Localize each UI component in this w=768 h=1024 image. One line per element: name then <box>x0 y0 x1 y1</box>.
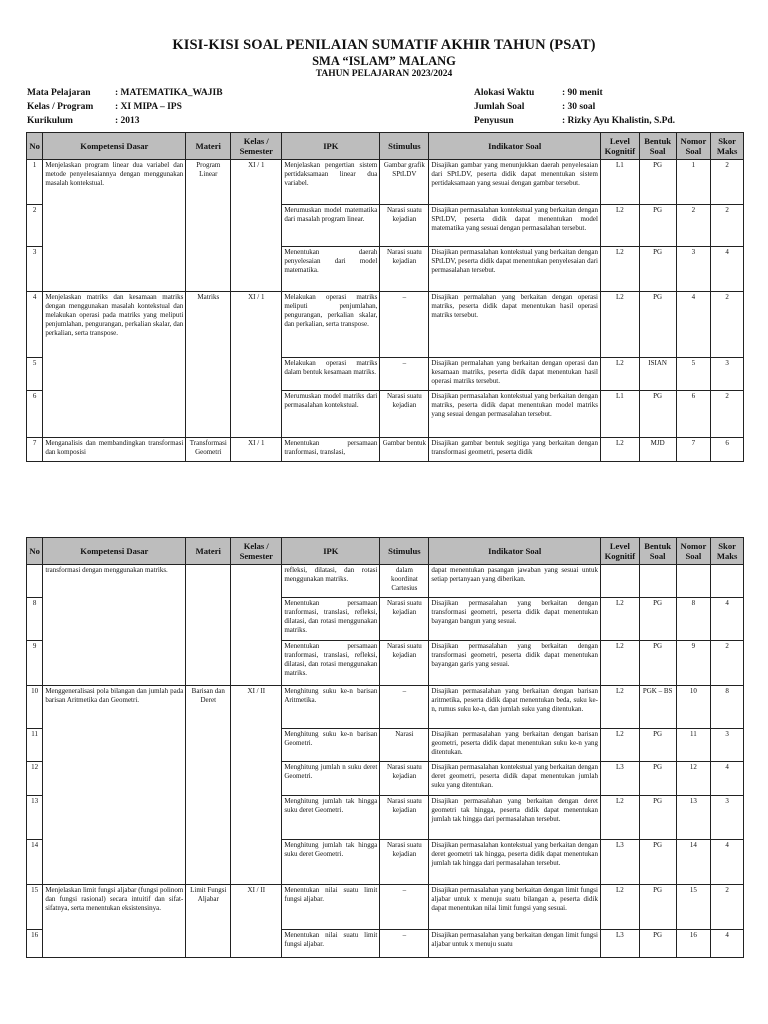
meta-value: : MATEMATIKA_WAJIB <box>115 88 223 98</box>
meta-value: : 90 menit <box>562 88 603 98</box>
cell-kelas-semester <box>231 930 282 958</box>
cell-kompetensi-dasar <box>43 598 186 641</box>
cell-stimulus: – <box>380 885 429 930</box>
cell-indikator-soal: Disajikan permasalahan yang berkaitan dengan deret geometri tak hingga, peserta didik dapat menentukan jumlah tak hingga dari permasalahan tersebut. <box>429 796 601 840</box>
cell-materi <box>186 205 231 247</box>
cell-materi: Matriks <box>186 292 231 358</box>
cell-kelas-semester <box>231 247 282 292</box>
cell-level-kognitif: L2 <box>600 438 639 462</box>
cell-materi <box>186 641 231 686</box>
cell-kelas-semester: XI / 1 <box>231 438 282 462</box>
cell-level-kognitif: L2 <box>600 358 639 391</box>
cell-no <box>27 565 43 598</box>
table-row <box>27 247 744 292</box>
cell-indikator-soal: Disajikan gambar yang menunjukkan daerah penyelesaian dari SPtLDV, peserta didik dapat menentukan sistem pertidaksamaan yang sesuai dengan gambar tersebut. <box>429 160 601 205</box>
kisi-kisi-table-page-1 <box>26 132 744 462</box>
cell-nomor-soal: 4 <box>676 292 711 358</box>
cell-stimulus: Narasi suatu kejadian <box>380 796 429 840</box>
cell-kompetensi-dasar <box>43 391 186 438</box>
cell-no: 11 <box>27 729 43 762</box>
cell-bentuk-soal: PG <box>639 247 676 292</box>
cell-indikator-soal: Disajikan permasalahan yang berkaitan dengan limit fungsi aljabar untuk x menuju suatu <box>429 930 601 958</box>
cell-stimulus: Narasi suatu kejadian <box>380 247 429 292</box>
cell-skor-maks: 3 <box>711 729 744 762</box>
cell-ipk: Menentukan nilai suatu limit fungsi aljabar. <box>282 930 380 958</box>
meta-row <box>27 100 223 114</box>
cell-bentuk-soal: PG <box>639 205 676 247</box>
cell-materi <box>186 840 231 885</box>
cell-no: 4 <box>27 292 43 358</box>
table-row <box>27 205 744 247</box>
cell-kelas-semester <box>231 391 282 438</box>
cell-nomor-soal: 5 <box>676 358 711 391</box>
header-nomor-soal: Nomor Soal <box>676 133 711 160</box>
cell-kelas-semester <box>231 598 282 641</box>
cell-kompetensi-dasar <box>43 840 186 885</box>
cell-ipk: Menentukan nilai suatu limit fungsi aljabar. <box>282 885 380 930</box>
cell-skor-maks: 4 <box>711 247 744 292</box>
table-row <box>27 840 744 885</box>
cell-materi <box>186 729 231 762</box>
cell-kompetensi-dasar <box>43 729 186 762</box>
cell-kompetensi-dasar <box>43 641 186 686</box>
header-indikator-soal: Indikator Soal <box>429 538 601 565</box>
cell-level-kognitif: L2 <box>600 885 639 930</box>
cell-materi: Barisan dan Deret <box>186 686 231 729</box>
cell-kompetensi-dasar: Menjelaskan limit fungsi aljabar (fungsi polinom dan fungsi rasional) secara intuitif dan sifat-sifatnya, serta menentukan eksistensinya. <box>43 885 186 930</box>
cell-ipk: Menghitung jumlah tak hingga suku deret Geometri. <box>282 796 380 840</box>
cell-kompetensi-dasar <box>43 358 186 391</box>
cell-level-kognitif: L3 <box>600 762 639 796</box>
meta-row <box>474 100 675 114</box>
cell-no: 5 <box>27 358 43 391</box>
cell-indikator-soal: Disajikan permasalahan yang berkaitan dengan limit fungsi aljabar untuk x menuju suatu bilangan a, peserta didik dapat menentukan nilai limit fungsi yang sesuai. <box>429 885 601 930</box>
header-kelas-semester: Kelas / Semester <box>231 133 282 160</box>
cell-kompetensi-dasar <box>43 930 186 958</box>
cell-bentuk-soal: PG <box>639 292 676 358</box>
cell-nomor-soal: 12 <box>676 762 711 796</box>
cell-indikator-soal: Disajikan permasalahan yang berkaitan dengan transformasi geometri, peserta didik dapat menentukan bayangan garis yang sesuai. <box>429 641 601 686</box>
meta-value: : Rizky Ayu Khalistin, S.Pd. <box>562 116 676 126</box>
cell-no: 14 <box>27 840 43 885</box>
cell-indikator-soal: Disajikan permasalahan yang berkaitan dengan barisan aritmetika, peserta didik dapat menentukan beda, suku ke-n, rumus suku ke-n, dan jumlah suku yang ditentukan. <box>429 686 601 729</box>
cell-indikator-soal: Disajikan permalahan yang berkaitan dengan operasi dan kesamaan matriks, peserta didik dapat menentukan hasil operasi matriks tersebut. <box>429 358 601 391</box>
header-kompetensi-dasar: Kompetensi Dasar <box>43 133 186 160</box>
cell-indikator-soal: Disajikan permasalahan kontekstual yang berkaitan dengan deret geometri tak hingga, peserta didik dapat menentukan jumlah tak hingga dari permasalahan tersebut. <box>429 840 601 885</box>
cell-kompetensi-dasar: Menjelaskan matriks dan kesamaan matriks dengan menggunakan masalah kontekstual dan melakukan operasi pada matriks yang meliputi penjumlahan, pengurangan, perkalian skalar, dan perkalian, serta transpose. <box>43 292 186 358</box>
cell-skor-maks: 2 <box>711 292 744 358</box>
cell-kompetensi-dasar <box>43 796 186 840</box>
cell-bentuk-soal <box>639 565 676 598</box>
header-ipk: IPK <box>282 133 380 160</box>
cell-skor-maks: 4 <box>711 598 744 641</box>
header-skor-maks: Skor Maks <box>711 133 744 160</box>
cell-ipk: Melakukan operasi matriks meliputi penjumlahan, pengurangan, perkalian skalar, dan perkalian, serta transpose. <box>282 292 380 358</box>
cell-kompetensi-dasar: Menggeneralisasi pola bilangan dan jumlah pada barisan Aritmetika dan Geometri. <box>43 686 186 729</box>
cell-ipk: Menghitung jumlah tak hingga suku deret Geometri. <box>282 840 380 885</box>
header-level-kognitif: Level Kognitif <box>600 133 639 160</box>
cell-nomor-soal: 16 <box>676 930 711 958</box>
cell-kelas-semester: XI / 1 <box>231 160 282 205</box>
header-no: No <box>27 133 43 160</box>
cell-materi <box>186 762 231 796</box>
cell-materi <box>186 358 231 391</box>
cell-bentuk-soal: PG <box>639 391 676 438</box>
cell-ipk: Menentukan persamaan tranformasi, translasi, <box>282 438 380 462</box>
cell-stimulus: dalam koordinat Cartesius <box>380 565 429 598</box>
table-row <box>27 729 744 762</box>
meta-value: : 30 soal <box>562 102 596 112</box>
cell-ipk: Menentukan persamaan tranformasi, translasi, refleksi, dilatasi, dan rotasi menggunakan matriks. <box>282 598 380 641</box>
cell-no: 6 <box>27 391 43 438</box>
meta-label: Penyusun <box>474 116 514 126</box>
cell-kelas-semester <box>231 565 282 598</box>
cell-level-kognitif: L1 <box>600 160 639 205</box>
academic-year: TAHUN PELAJARAN 2023/2024 <box>315 69 453 79</box>
cell-level-kognitif: L2 <box>600 796 639 840</box>
cell-nomor-soal: 11 <box>676 729 711 762</box>
cell-nomor-soal <box>676 565 711 598</box>
cell-bentuk-soal: PG <box>639 762 676 796</box>
cell-bentuk-soal: PG <box>639 840 676 885</box>
meta-label: Jumlah Soal <box>474 102 525 112</box>
header-bentuk-soal: Bentuk Soal <box>639 538 676 565</box>
cell-skor-maks: 2 <box>711 885 744 930</box>
cell-stimulus: Gambar bentuk <box>380 438 429 462</box>
cell-indikator-soal: Disajikan permasalahan kontekstual yang berkaitan dengan matriks, peserta didik dapat menentukan model matriks yang sesuai dengan permasalahan tersebut. <box>429 391 601 438</box>
cell-materi <box>186 391 231 438</box>
cell-stimulus: Narasi suatu kejadian <box>380 762 429 796</box>
cell-level-kognitif: L2 <box>600 292 639 358</box>
document-title: KISI-KISI SOAL PENILAIAN SUMATIF AKHIR TAHUN (PSAT) <box>172 37 596 53</box>
school-name: SMA “ISLAM” MALANG <box>312 54 456 68</box>
cell-skor-maks: 4 <box>711 840 744 885</box>
cell-stimulus: Narasi <box>380 729 429 762</box>
cell-no: 13 <box>27 796 43 840</box>
cell-stimulus: Narasi suatu kejadian <box>380 391 429 438</box>
cell-ipk: Menghitung jumlah n suku deret Geometri. <box>282 762 380 796</box>
table-row <box>27 438 744 462</box>
cell-kelas-semester <box>231 641 282 686</box>
cell-bentuk-soal: PG <box>639 160 676 205</box>
cell-stimulus: Gambar grafik SPtLDV <box>380 160 429 205</box>
cell-skor-maks: 6 <box>711 438 744 462</box>
cell-level-kognitif: L1 <box>600 391 639 438</box>
cell-nomor-soal: 9 <box>676 641 711 686</box>
cell-nomor-soal: 13 <box>676 796 711 840</box>
cell-kompetensi-dasar: transformasi dengan menggunakan matriks. <box>43 565 186 598</box>
cell-stimulus: Narasi suatu kejadian <box>380 205 429 247</box>
cell-skor-maks: 4 <box>711 762 744 796</box>
meta-label: Mata Pelajaran <box>27 88 91 98</box>
cell-kelas-semester: XI / II <box>231 686 282 729</box>
cell-level-kognitif: L2 <box>600 205 639 247</box>
cell-no: 3 <box>27 247 43 292</box>
meta-row <box>474 114 675 128</box>
cell-kelas-semester: XI / II <box>231 885 282 930</box>
cell-kompetensi-dasar: Menjelaskan program linear dua variabel dan metode penyelesaiannya dengan menggunakan masalah kontekstual. <box>43 160 186 205</box>
cell-kelas-semester <box>231 762 282 796</box>
cell-skor-maks: 2 <box>711 205 744 247</box>
header-kompetensi-dasar: Kompetensi Dasar <box>43 538 186 565</box>
table-row <box>27 358 744 391</box>
cell-skor-maks <box>711 565 744 598</box>
cell-level-kognitif: L2 <box>600 247 639 292</box>
meta-label: Alokasi Waktu <box>474 88 535 98</box>
header-skor-maks: Skor Maks <box>711 538 744 565</box>
table-row <box>27 796 744 840</box>
cell-ipk: refleksi, dilatasi, dan rotasi menggunakan matriks. <box>282 565 380 598</box>
cell-skor-maks: 8 <box>711 686 744 729</box>
cell-level-kognitif: L2 <box>600 729 639 762</box>
cell-indikator-soal: dapat menentukan pasangan jawaban yang sesuai untuk setiap pertanyaan yang diberikan. <box>429 565 601 598</box>
table-row <box>27 598 744 641</box>
cell-nomor-soal: 15 <box>676 885 711 930</box>
table-row <box>27 762 744 796</box>
cell-no: 8 <box>27 598 43 641</box>
cell-kompetensi-dasar <box>43 762 186 796</box>
cell-nomor-soal: 14 <box>676 840 711 885</box>
header-nomor-soal: Nomor Soal <box>676 538 711 565</box>
header-stimulus: Stimulus <box>380 538 429 565</box>
cell-stimulus: – <box>380 686 429 729</box>
cell-nomor-soal: 8 <box>676 598 711 641</box>
cell-ipk: Merumuskan model matriks dari permasalahan kontekstual. <box>282 391 380 438</box>
cell-no: 16 <box>27 930 43 958</box>
meta-label: Kurikulum <box>27 116 73 126</box>
cell-ipk: Menghitung suku ke-n barisan Geometri. <box>282 729 380 762</box>
cell-kompetensi-dasar <box>43 205 186 247</box>
table-row <box>27 686 744 729</box>
cell-skor-maks: 2 <box>711 160 744 205</box>
cell-materi <box>186 930 231 958</box>
cell-skor-maks: 3 <box>711 796 744 840</box>
table-row <box>27 160 744 205</box>
cell-indikator-soal: Disajikan permasalahan yang berkaitan dengan barisan geometri, peserta didik dapat menentukan suku ke-n yang ditentukan. <box>429 729 601 762</box>
table-row <box>27 930 744 958</box>
cell-kelas-semester <box>231 796 282 840</box>
cell-level-kognitif: L2 <box>600 686 639 729</box>
cell-bentuk-soal: PG <box>639 641 676 686</box>
cell-stimulus: Narasi suatu kejadian <box>380 840 429 885</box>
cell-nomor-soal: 2 <box>676 205 711 247</box>
cell-stimulus: – <box>380 358 429 391</box>
cell-kompetensi-dasar <box>43 247 186 292</box>
cell-ipk: Menentukan daerah penyelesaian dari model matematika. <box>282 247 380 292</box>
cell-indikator-soal: Disajikan permasalahan kontekstual yang berkaitan dengan SPtLDV, peserta didik dapat menentukan model matematika yang sesuai dengan permasalahan tersebut. <box>429 205 601 247</box>
cell-indikator-soal: Disajikan permasalahan kontekstual yang berkaitan dengan SPtLDV, peserta didik dapat menentukan penyelesaian dari permasalahan tersebut. <box>429 247 601 292</box>
meta-label: Kelas / Program <box>27 102 94 112</box>
cell-no: 1 <box>27 160 43 205</box>
cell-level-kognitif: L2 <box>600 598 639 641</box>
meta-left <box>27 86 223 128</box>
cell-ipk: Menentukan persamaan tranformasi, translasi, refleksi, dilatasi, dan rotasi menggunakan matriks. <box>282 641 380 686</box>
cell-level-kognitif <box>600 565 639 598</box>
meta-row <box>27 86 223 100</box>
table-row <box>27 641 744 686</box>
cell-stimulus: Narasi suatu kejadian <box>380 598 429 641</box>
cell-no: 9 <box>27 641 43 686</box>
cell-kelas-semester <box>231 729 282 762</box>
meta-right <box>474 86 675 128</box>
table-row <box>27 391 744 438</box>
header-stimulus: Stimulus <box>380 133 429 160</box>
header-materi: Materi <box>186 133 231 160</box>
cell-nomor-soal: 10 <box>676 686 711 729</box>
cell-skor-maks: 4 <box>711 930 744 958</box>
meta-row <box>474 86 675 100</box>
cell-nomor-soal: 7 <box>676 438 711 462</box>
header-kelas-semester: Kelas / Semester <box>231 538 282 565</box>
table-row <box>27 885 744 930</box>
cell-ipk: Melakukan operasi matriks dalam bentuk kesamaan matriks. <box>282 358 380 391</box>
cell-skor-maks: 2 <box>711 641 744 686</box>
cell-level-kognitif: L3 <box>600 930 639 958</box>
cell-materi <box>186 796 231 840</box>
meta-value: : XI MIPA – IPS <box>115 102 182 112</box>
cell-ipk: Menghitung suku ke-n barisan Aritmetika. <box>282 686 380 729</box>
cell-materi <box>186 565 231 598</box>
table-header-row <box>27 538 744 565</box>
cell-bentuk-soal: PG <box>639 930 676 958</box>
meta-row <box>27 114 223 128</box>
cell-no: 10 <box>27 686 43 729</box>
header-ipk: IPK <box>282 538 380 565</box>
cell-materi: Transformasi Geometri <box>186 438 231 462</box>
header-indikator-soal: Indikator Soal <box>429 133 601 160</box>
cell-skor-maks: 2 <box>711 391 744 438</box>
cell-materi <box>186 598 231 641</box>
table-row <box>27 565 744 598</box>
cell-stimulus: Narasi suatu kejadian <box>380 641 429 686</box>
meta-value: : 2013 <box>115 116 140 126</box>
cell-no: 15 <box>27 885 43 930</box>
cell-nomor-soal: 1 <box>676 160 711 205</box>
cell-bentuk-soal: MJD <box>639 438 676 462</box>
cell-level-kognitif: L3 <box>600 840 639 885</box>
cell-kompetensi-dasar: Menganalisis dan membandingkan transformasi dan komposisi <box>43 438 186 462</box>
cell-nomor-soal: 6 <box>676 391 711 438</box>
cell-bentuk-soal: PGK – BS <box>639 686 676 729</box>
cell-skor-maks: 3 <box>711 358 744 391</box>
cell-no: 12 <box>27 762 43 796</box>
cell-level-kognitif: L2 <box>600 641 639 686</box>
cell-bentuk-soal: PG <box>639 796 676 840</box>
cell-ipk: Menjelaskan pengertian sistem pertidaksamaan linear dua variabel. <box>282 160 380 205</box>
cell-nomor-soal: 3 <box>676 247 711 292</box>
cell-stimulus: – <box>380 292 429 358</box>
cell-indikator-soal: Disajikan permalahan yang berkaitan dengan operasi matriks, peserta didik dapat menentukan hasil operasi matriks tersebut. <box>429 292 601 358</box>
cell-bentuk-soal: PG <box>639 598 676 641</box>
cell-bentuk-soal: PG <box>639 729 676 762</box>
cell-stimulus: – <box>380 930 429 958</box>
header-materi: Materi <box>186 538 231 565</box>
cell-bentuk-soal: ISIAN <box>639 358 676 391</box>
cell-bentuk-soal: PG <box>639 885 676 930</box>
cell-materi: Limit Fungsi Aljabar <box>186 885 231 930</box>
kisi-kisi-table-page-2 <box>26 537 744 958</box>
table-header-row <box>27 133 744 160</box>
header-level-kognitif: Level Kognitif <box>600 538 639 565</box>
cell-no: 2 <box>27 205 43 247</box>
header-no: No <box>27 538 43 565</box>
cell-materi <box>186 247 231 292</box>
cell-indikator-soal: Disajikan permasalahan kontekstual yang berkaitan dengan deret geometri, peserta didik dapat menentukan jumlah suku yang ditentukan. <box>429 762 601 796</box>
cell-kelas-semester <box>231 840 282 885</box>
cell-ipk: Merumuskan model matematika dari masalah program linear. <box>282 205 380 247</box>
cell-indikator-soal: Disajikan gambar bentuk segitiga yang berkaitan dengan transformasi geometri, peserta didik <box>429 438 601 462</box>
cell-kelas-semester: XI / 1 <box>231 292 282 358</box>
cell-no: 7 <box>27 438 43 462</box>
cell-materi: Program Linear <box>186 160 231 205</box>
cell-kelas-semester <box>231 205 282 247</box>
table-row <box>27 292 744 358</box>
header-bentuk-soal: Bentuk Soal <box>639 133 676 160</box>
cell-indikator-soal: Disajikan permasalahan yang berkaitan dengan transformasi geometri, peserta didik dapat menentukan bayangan bangun yang sesuai. <box>429 598 601 641</box>
cell-kelas-semester <box>231 358 282 391</box>
